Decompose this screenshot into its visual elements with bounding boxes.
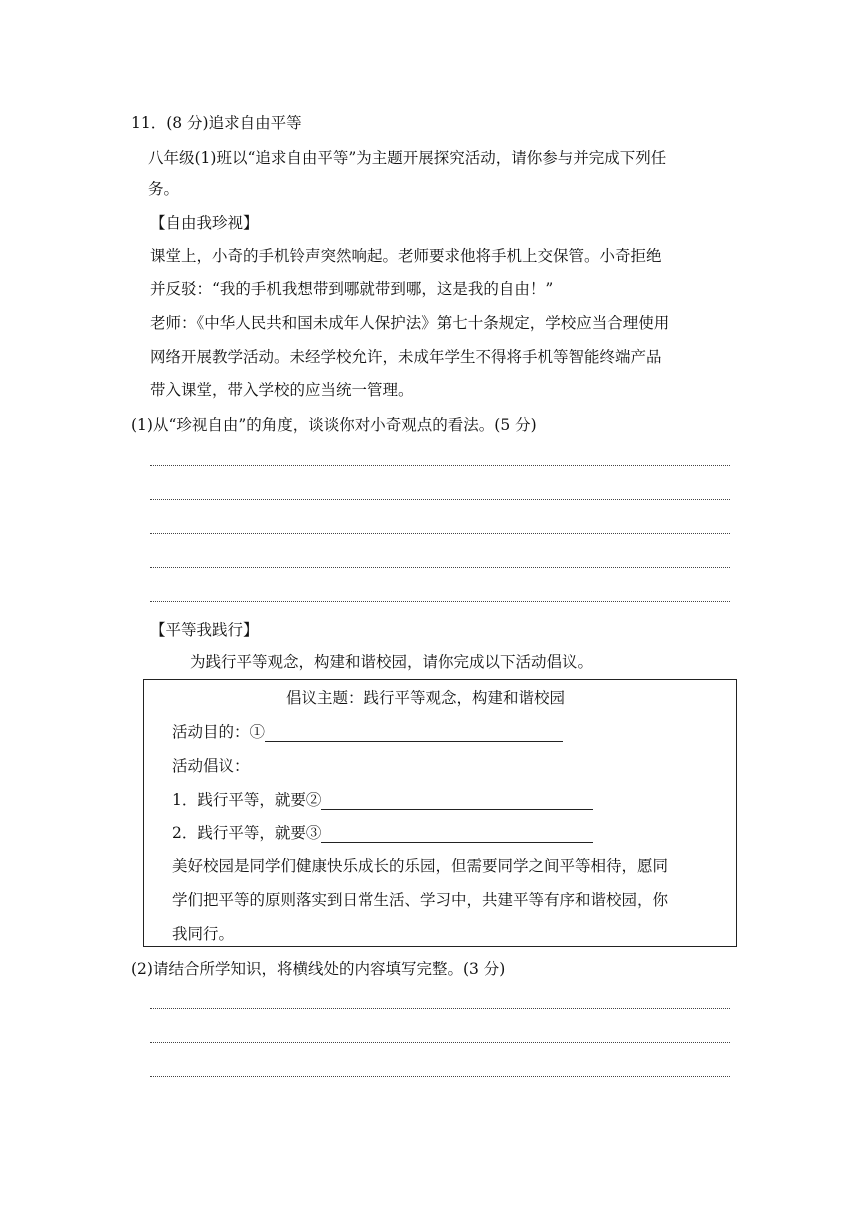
item1-blank[interactable] <box>321 791 593 810</box>
item2-label: 2．践行平等，就要③ <box>172 824 322 842</box>
purpose-row <box>172 722 563 742</box>
purpose-label: 活动目的：① <box>172 723 266 741</box>
section-intro: 为践行平等观念，构建和谐校园，请你完成以下活动倡议。 <box>190 653 594 671</box>
proposal-label: 活动倡议： <box>172 757 250 775</box>
answer-line[interactable] <box>150 601 730 602</box>
item2-row <box>172 823 593 843</box>
closing-line-2: 学们把平等的原则落实到日常生活、学习中，共建平等有序和谐校园，你 <box>172 891 669 909</box>
purpose-blank[interactable] <box>265 723 563 742</box>
item2-blank[interactable] <box>321 824 593 843</box>
story-line-2: 并反驳：“我的手机我想带到哪就带到哪，这是我的自由！” <box>150 280 554 298</box>
teacher-line-3: 带入课堂，带入学校的应当统一管理。 <box>150 381 414 399</box>
proposal-title: 倡议主题：践行平等观念，构建和谐校园 <box>286 689 566 707</box>
answer-line[interactable] <box>150 1042 730 1043</box>
closing-line-1: 美好校园是同学们健康快乐成长的乐园，但需要同学之间平等相待，愿同 <box>172 857 669 875</box>
answer-line[interactable] <box>150 499 730 500</box>
closing-line-3: 我同行。 <box>172 925 235 943</box>
section-heading-freedom: 【自由我珍视】 <box>150 214 259 232</box>
question-title: 11．(8 分)追求自由平等 <box>131 114 302 132</box>
sub-question-1: (1)从“珍视自由”的角度，谈谈你对小奇观点的看法。(5 分) <box>131 416 537 434</box>
section-heading-equality: 【平等我践行】 <box>150 621 259 639</box>
answer-line[interactable] <box>150 1008 730 1009</box>
item1-row <box>172 790 593 810</box>
answer-line[interactable] <box>150 465 730 466</box>
intro-line-2: 务。 <box>148 180 180 198</box>
sub-question-2: (2)请结合所学知识，将横线处的内容填写完整。(3 分) <box>131 960 506 978</box>
item1-label: 1．践行平等，就要② <box>172 791 322 809</box>
answer-line[interactable] <box>150 567 730 568</box>
intro-line-1: 八年级(1)班以“追求自由平等”为主题开展探究活动，请你参与并完成下列任 <box>148 149 667 167</box>
answer-line[interactable] <box>150 533 730 534</box>
teacher-line-1: 老师：《中华人民共和国未成年人保护法》第七十条规定，学校应当合理使用 <box>150 314 670 332</box>
story-line-1: 课堂上，小奇的手机铃声突然响起。老师要求他将手机上交保管。小奇拒绝 <box>150 247 662 265</box>
answer-line[interactable] <box>150 1076 730 1077</box>
teacher-line-2: 网络开展教学活动。未经学校允许，未成年学生不得将手机等智能终端产品 <box>150 348 662 366</box>
